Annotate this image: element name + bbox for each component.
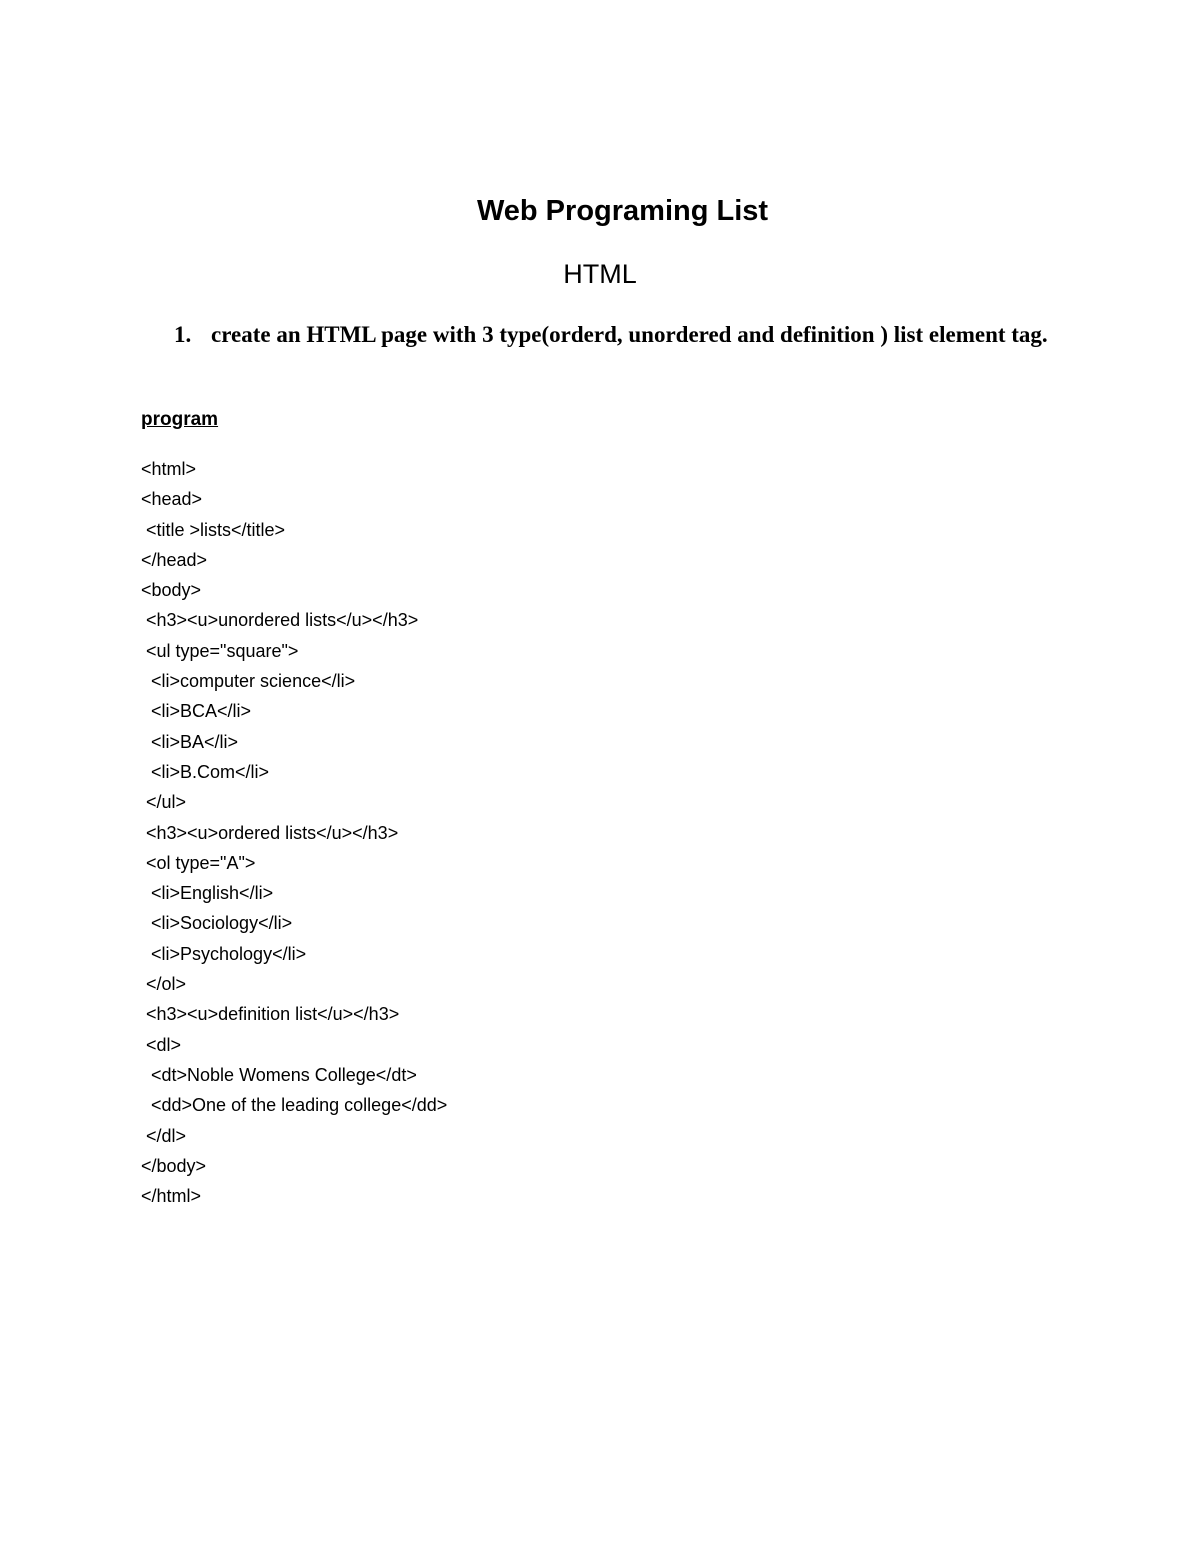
code-line: <li>English</li> (141, 883, 274, 904)
task-item (174, 317, 1114, 352)
program-label: program (141, 409, 219, 430)
code-line: <dt>Noble Womens College</dt> (141, 1064, 417, 1085)
code-line: </head> (141, 549, 208, 570)
code-line: <title >lists</title> (141, 519, 286, 540)
code-line: <h3><u>unordered lists</u></h3> (141, 610, 419, 631)
code-line: <li>Psychology</li> (141, 943, 307, 964)
code-line: <h3><u>ordered lists</u></h3> (141, 822, 399, 843)
task-number: 1. (174, 322, 192, 347)
code-line: <li>BA</li> (141, 731, 239, 752)
code-block (141, 454, 447, 1211)
code-line: <li>Sociology</li> (141, 913, 293, 934)
code-line: <ul type="square"> (141, 640, 299, 661)
code-line: <html> (141, 459, 197, 479)
code-line: </body> (141, 1155, 207, 1176)
code-line: </html> (141, 1186, 202, 1207)
code-line: <dl> (141, 1034, 182, 1055)
code-line: <body> (141, 580, 202, 601)
code-line: </dl> (141, 1125, 187, 1146)
task-text: create an HTML page with 3 type(orderd, unordered and definition ) list element tag. (211, 322, 1048, 347)
code-line: </ul> (141, 792, 187, 813)
code-line: <dd>One of the leading college</dd> (141, 1095, 448, 1116)
page-title: Web Programing List (476, 195, 769, 227)
code-line: <ol type="A"> (141, 852, 256, 873)
code-line: </ol> (141, 974, 187, 995)
code-line: <li>computer science</li> (141, 671, 356, 692)
code-line: <h3><u>definition list</u></h3> (141, 1004, 400, 1025)
page-subtitle: HTML (563, 259, 637, 289)
code-line: <head> (141, 489, 203, 510)
code-line: <li>BCA</li> (141, 701, 252, 722)
code-line: <li>B.Com</li> (141, 761, 270, 782)
